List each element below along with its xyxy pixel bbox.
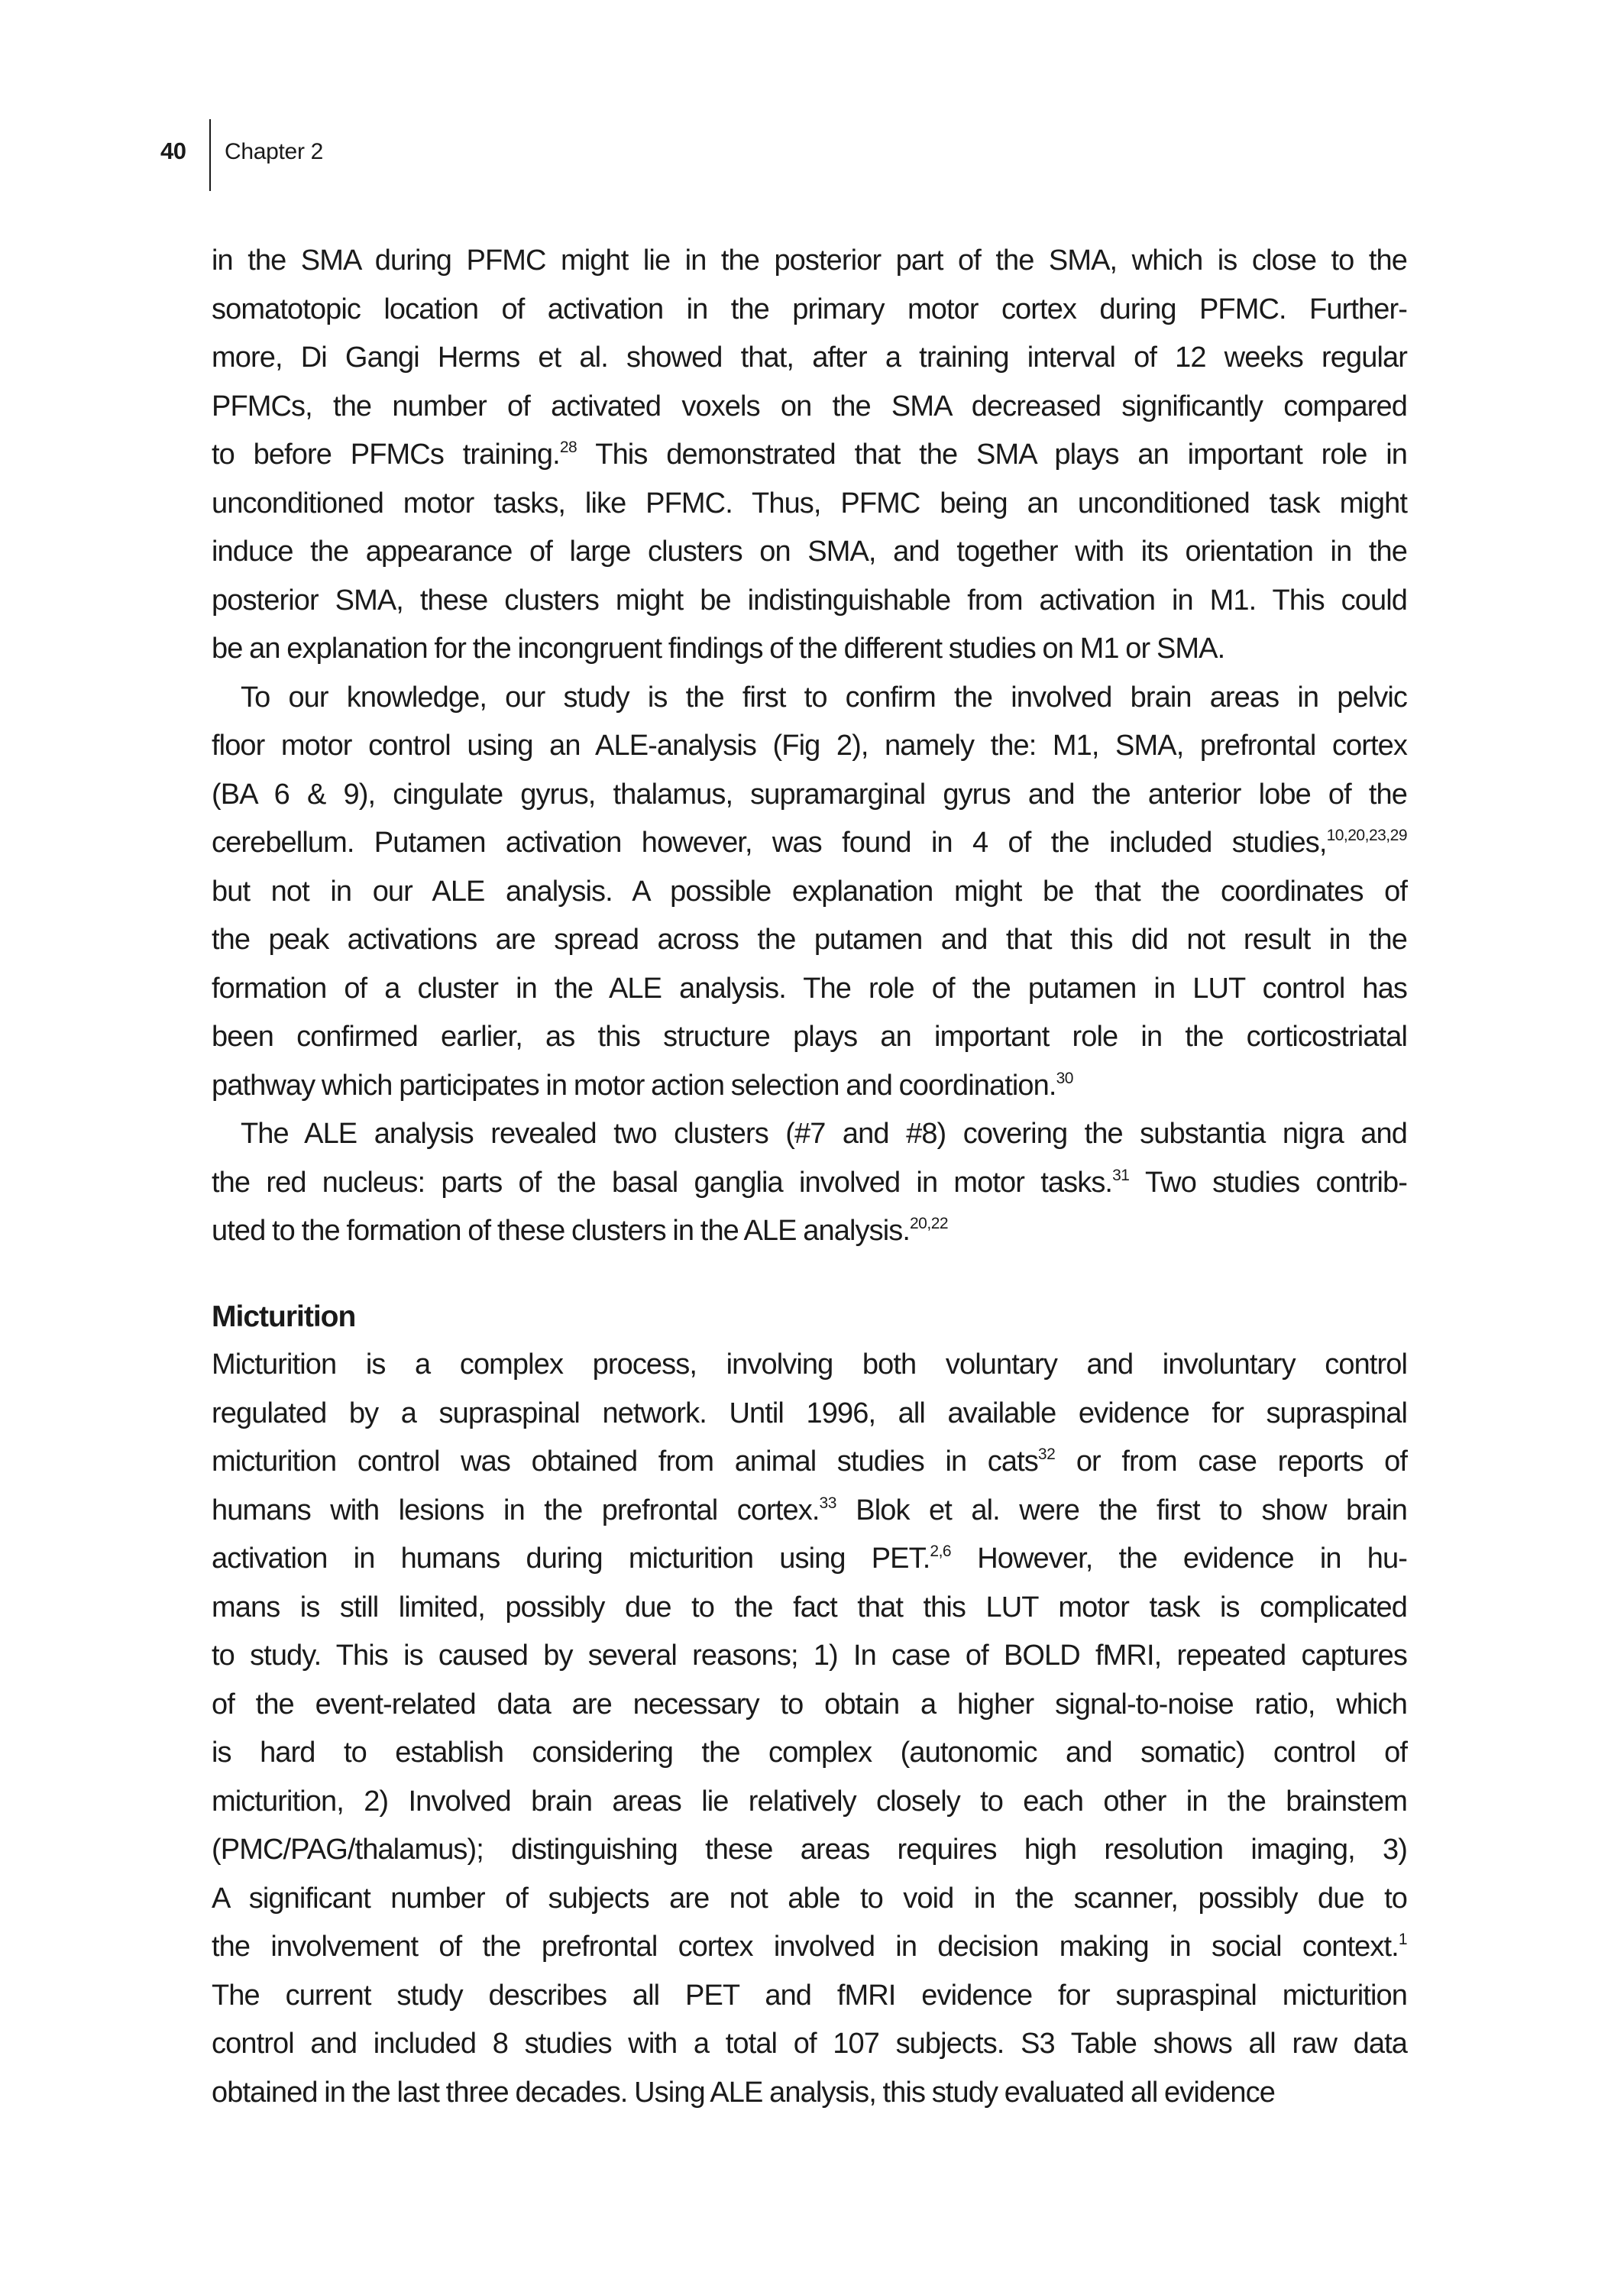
citation-superscript: 2,6: [930, 1543, 952, 1560]
line-text: humans with lesions in the prefrontal cortex.: [212, 1494, 820, 1526]
line-text: mans is still limited, possibly due to the fact that this LUT motor task is complicated: [212, 1591, 1407, 1624]
line-text: of the event-related data are necessary to obtain a higher signal-to-noise ratio, which: [212, 1688, 1407, 1721]
line-text: regulated by a supraspinal network. Until 1996, all available evidence for supraspinal: [212, 1397, 1407, 1429]
text-line: [212, 286, 1407, 335]
line-text: floor motor control using an ALE-analysis (Fig 2), namely the: M1, SMA, prefrontal cortex: [212, 730, 1407, 762]
citation-superscript: 28: [559, 439, 577, 456]
text-line: [212, 1110, 1407, 1159]
line-text: obtained in the last three decades. Using ALE analysis, this study evaluated all evidence: [212, 2076, 1275, 2109]
line-text: (BA 6 & 9), cingulate gyrus, thalamus, supramarginal gyrus and the anterior lobe of the: [212, 778, 1407, 811]
running-header: [0, 0, 1624, 199]
line-text: in the SMA during PFMC might lie in the posterior part of the SMA, which is close to the: [212, 244, 1407, 277]
line-text: to before PFMCs training.: [212, 439, 560, 471]
line-text: The current study describes all PET and fMRI evidence for supraspinal micturition: [212, 1979, 1407, 2012]
line-text: but not in our ALE analysis. A possible explanation might be that the coordinates of: [212, 875, 1407, 908]
page-number: 40: [160, 138, 186, 164]
text-line: [212, 2020, 1407, 2069]
text-line: [212, 1681, 1407, 1730]
text-line: [212, 868, 1407, 917]
text-line: [212, 334, 1407, 383]
text-line: [212, 1729, 1407, 1778]
header-divider: [209, 119, 211, 191]
line-text-continued: Blok et al. were the first to show brain: [836, 1494, 1407, 1526]
line-text: formation of a cluster in the ALE analysis. The role of the putamen in LUT control has: [212, 972, 1407, 1005]
text-line: [212, 625, 1407, 674]
text-line: [212, 237, 1407, 286]
text-line: [212, 819, 1407, 868]
text-line: [212, 1535, 1407, 1584]
line-text-continued: However, the evidence in hu-: [951, 1543, 1407, 1575]
text-line: [212, 1159, 1407, 1208]
line-text: to study. This is caused by several reasons; 1) In case of BOLD fMRI, repeated captures: [212, 1640, 1407, 1672]
text-line: [212, 771, 1407, 820]
text-line: [212, 528, 1407, 577]
line-text: the red nucleus: parts of the basal ganglia involved in motor tasks.: [212, 1166, 1113, 1199]
line-text: control and included 8 studies with a total of 107 subjects. S3 Table shows all raw data: [212, 2028, 1407, 2060]
line-text: uted to the formation of these clusters in the ALE analysis.: [212, 1215, 910, 1247]
line-text: be an explanation for the incongruent findings of the different studies on M1 or SMA.: [212, 633, 1225, 665]
text-line: [212, 577, 1407, 626]
line-text: micturition control was obtained from animal studies in cats: [212, 1445, 1038, 1478]
line-text: PFMCs, the number of activated voxels on the SMA decreased significantly compared: [212, 390, 1407, 422]
section-heading: Micturition: [212, 1300, 356, 1333]
line-text: unconditioned motor tasks, like PFMC. Thus, PFMC being an unconditioned task might: [212, 487, 1407, 520]
citation-superscript: 30: [1056, 1069, 1073, 1087]
text-line: [212, 1778, 1407, 1827]
line-text: cerebellum. Putamen activation however, was found in 4 of the included studies,: [212, 827, 1327, 859]
citation-superscript: 10,20,23,29: [1326, 827, 1407, 844]
text-line: [212, 1207, 1407, 1256]
text-line: [212, 1972, 1407, 2021]
text-line: [212, 1826, 1407, 1875]
citation-superscript: 31: [1112, 1166, 1130, 1184]
body-text: [212, 237, 1407, 2117]
line-text: posterior SMA, these clusters might be indistinguishable from activation in M1. This could: [212, 584, 1407, 617]
text-line: [212, 1062, 1407, 1111]
line-text: pathway which participates in motor action selection and coordination.: [212, 1069, 1056, 1102]
line-text: the peak activations are spread across the putamen and that this did not result in the: [212, 924, 1407, 956]
text-line: [212, 722, 1407, 771]
line-text-continued: or from case reports of: [1055, 1445, 1407, 1478]
text-line: [212, 965, 1407, 1014]
text-line: [212, 1013, 1407, 1062]
line-text: activation in humans during micturition using PET.: [212, 1543, 930, 1575]
line-text-continued: Two studies contrib-: [1129, 1166, 1407, 1199]
text-line: [212, 1390, 1407, 1439]
line-text: Micturition is a complex process, involving both voluntary and involuntary control: [212, 1348, 1407, 1381]
citation-superscript: 33: [819, 1494, 836, 1512]
line-text: is hard to establish considering the complex (autonomic and somatic) control of: [212, 1737, 1407, 1769]
text-line: [212, 1341, 1407, 1390]
citation-superscript: 1: [1398, 1931, 1407, 1948]
text-line: [212, 674, 1407, 723]
citation-superscript: 32: [1037, 1445, 1056, 1463]
line-text: more, Di Gangi Herms et al. showed that, after a training interval of 12 weeks regular: [212, 342, 1407, 374]
text-line: [212, 431, 1407, 480]
text-line: [212, 1487, 1407, 1536]
line-text: the involvement of the prefrontal cortex involved in decision making in social context.: [212, 1931, 1399, 1963]
text-line: [212, 1632, 1407, 1681]
line-text: The ALE analysis revealed two clusters (#7 and #8) covering the substantia nigra and: [241, 1118, 1407, 1150]
line-text: A significant number of subjects are not able to void in the scanner, possibly due to: [212, 1882, 1407, 1915]
line-text: been confirmed earlier, as this structure plays an important role in the corticostriatal: [212, 1021, 1407, 1053]
line-text: induce the appearance of large clusters on SMA, and together with its orientation in the: [212, 536, 1407, 568]
line-text: micturition, 2) Involved brain areas lie relatively closely to each other in the brainstem: [212, 1785, 1407, 1818]
line-text: somatotopic location of activation in the primary motor cortex during PFMC. Further-: [212, 293, 1407, 325]
text-line: [212, 1438, 1407, 1487]
text-line: [212, 916, 1407, 965]
line-text: To our knowledge, our study is the first to confirm the involved brain areas in pelvic: [241, 681, 1407, 714]
chapter-label: Chapter 2: [225, 139, 324, 164]
text-line: [212, 2069, 1407, 2118]
citation-superscript: 20,22: [910, 1215, 949, 1232]
line-text: (PMC/PAG/thalamus); distinguishing these areas requires high resolution imaging, 3): [212, 1834, 1407, 1866]
line-text-continued: This demonstrated that the SMA plays an important role in: [577, 439, 1407, 471]
text-line: [212, 1875, 1407, 1924]
text-line: [212, 383, 1407, 432]
text-line: [212, 480, 1407, 529]
text-line: [212, 1923, 1407, 1972]
text-line: [212, 1584, 1407, 1633]
